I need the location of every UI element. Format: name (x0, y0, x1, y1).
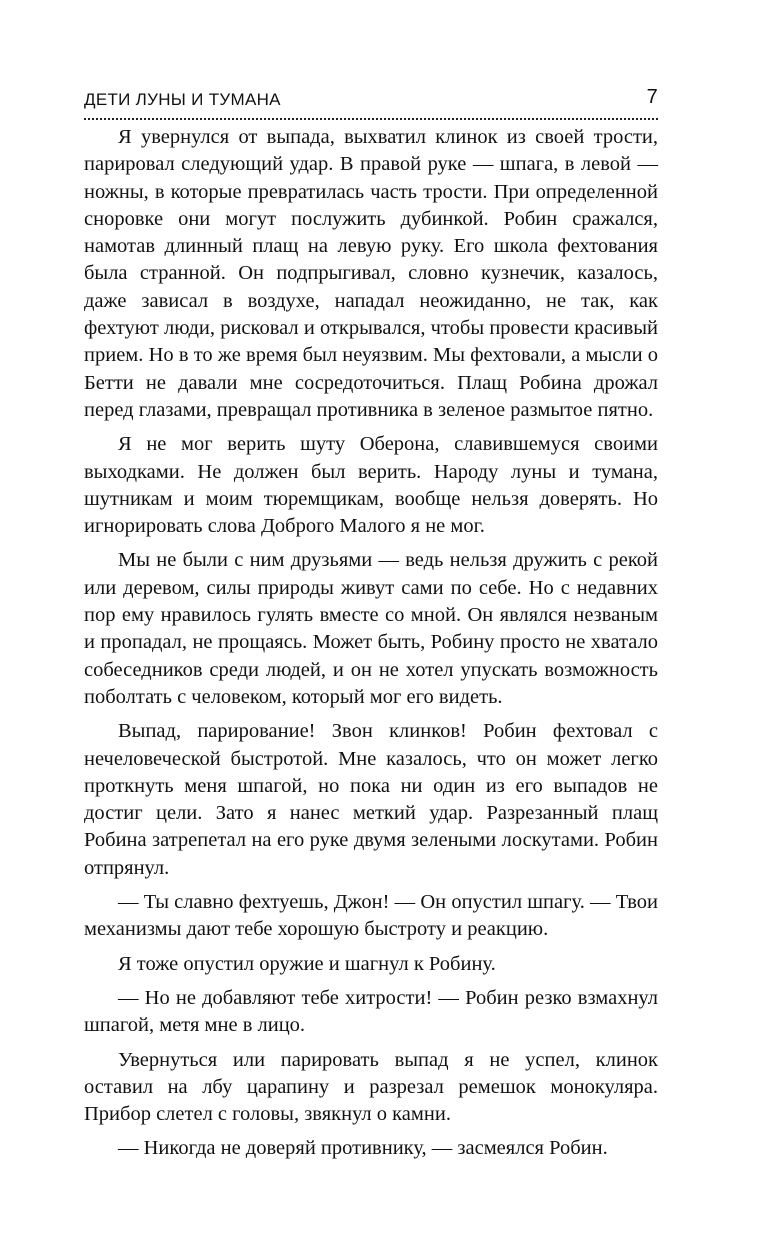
paragraph: — Никогда не доверяй противнику, — засмеялся Робин. (118, 1137, 608, 1160)
header-dotted-rule (84, 118, 658, 120)
paragraph: Выпад, парирование! Звон клинков! Робин фехтовал с нечеловеческой быстротой. Мне казалось, что он может легко проткнуть меня шпагой, но пока ни один из его выпадов не достиг цели. Зато я нанес меткий удар. Разрезанный плащ Робина затрепетал на его руке двумя зелеными лоскутами. Робин отпрянул. (84, 720, 658, 879)
running-head (84, 84, 658, 114)
paragraph: Мы не были с ним друзьями — ведь нельзя дружить с рекой или деревом, силы природы живут сами по себе. Но с недавних пор ему нравилось гулять вместе со мной. Он являлся незваным и пропадал, не прощаясь. Может быть, Робину просто не хватало собеседников среди людей, и он не хотел упускать возможность поболтать с человеком, который мог его видеть. (84, 549, 658, 708)
running-title: ДЕТИ ЛУНЫ И ТУМАНА (84, 90, 281, 109)
paragraph: — Но не добавляют тебе хитрости! — Робин резко взмахнул шпагой, метя мне в лицо. (84, 986, 658, 1037)
page-number: 7 (646, 86, 658, 108)
paragraph: Увернуться или парировать выпад я не успел, клинок оставил на лбу царапину и разрезал ремешок монокуляра. Прибор слетел с головы, звякнул о камни. (84, 1048, 658, 1126)
body-text (84, 124, 658, 1170)
paragraph: — Ты славно фехтуешь, Джон! — Он опустил шпагу. — Твои механизмы дают тебе хорошую быстроту и реакцию. (84, 891, 658, 941)
paragraph: Я увернулся от выпада, выхватил клинок из своей трости, парировал следующий удар. В правой руке — шпага, в левой — ножны, в которые превратилась часть трости. При определенной сноровке они могут послужить дубинкой. Робин сражался, намотав длинный плащ на левую руку. Его школа фехтования была странной. Он подпрыгивал, словно кузнечик, казалось, даже зависал в воздухе, нападал неожиданно, не так, как фехтуют люди, рисковал и открывался, чтобы провести красивый прием. Но в то же время был неуязвим. Мы фехтовали, а мысли о Бетти не давали мне сосредоточиться. Плащ Робина дрожал перед глазами, превращал противника в зеленое размытое пятно. (84, 126, 658, 421)
paragraph: Я не мог верить шуту Оберона, славившемуся своими выходками. Не должен был верить. Народу луны и тумана, шутникам и моим тюремщикам, вообще нельзя доверять. Но игнорировать слова Доброго Малого я не мог. (84, 433, 658, 538)
paragraph: Я тоже опустил оружие и шагнул к Робину. (118, 952, 496, 975)
